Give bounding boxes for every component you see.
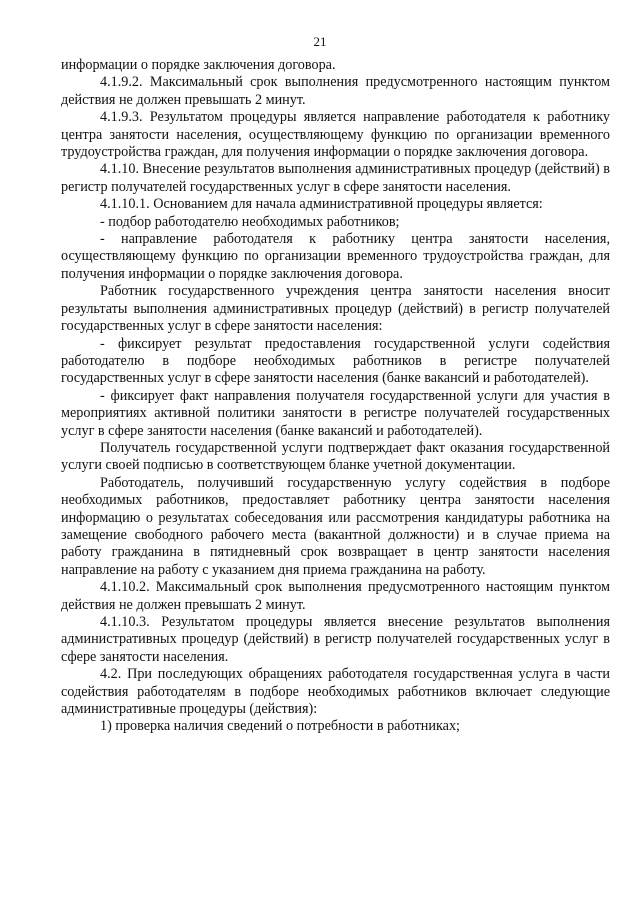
paragraph: 4.1.10. Внесение результатов выполнения административных процедур (действий) в регистр получателей государственных услуг в сфере занятости населения. [61, 161, 610, 195]
page-number: 21 [313, 34, 327, 49]
paragraph: - направление работодателя к работнику центра занятости населения, осуществляющему функцию по организации временного трудоустройства граждан, для получения информации о порядке заключения договора. [61, 231, 610, 282]
paragraph: информации о порядке заключения договора. [61, 57, 336, 73]
paragraph: 1) проверка наличия сведений о потребности в работниках; [100, 718, 460, 735]
paragraph: 4.1.9.3. Результатом процедуры является направление работодателя к работнику центра занятости населения, осуществляющему функцию по организации временного трудоустройства граждан, для получения информации о порядке заключения договора. [61, 109, 610, 161]
paragraph: - фиксирует результат предоставления государственной услуги содействия работодателю в подборе необходимых работников в регистре получателей государственных услуг в сфере занятости населения (банке вакансий и работодателей). [61, 335, 610, 387]
paragraph: Работник государственного учреждения центра занятости населения вносит результаты выполнения административных процедур (действий) в регистр получателей государственных услуг в сфере занятости населения: [61, 283, 610, 335]
paragraph: Получатель государственной услуги подтверждает факт оказания государственной услуги своей подписью в соответствующем бланке учетной документации. [61, 439, 610, 474]
paragraph: - фиксирует факт направления получателя государственной услуги для участия в мероприятиях активной политики занятости в регистре получателей государственных услуг в сфере занятости населения (банке вакансий и работодателей). [61, 387, 610, 439]
paragraph: Работодатель, получивший государственную услугу содействия в подборе необходимых работников, предоставляет работнику центра занятости населения информацию о результатах собеседования или рассмотрения кандидатуры работника на замещение свободного рабочего места (вакантной должности) и в случае приема на работу гражданина в пятидневный срок возвращает в центр занятости населения направление на работу с указанием дня приема гражданина на работу. [61, 474, 610, 578]
document-body [61, 57, 610, 736]
paragraph: - подбор работодателю необходимых работников; [100, 213, 400, 230]
paragraph: 4.1.10.1. Основанием для начала административной процедуры является: [100, 196, 543, 213]
paragraph: 4.2. При последующих обращениях работодателя государственная услуга в части содействия работодателям в подборе необходимых работников включает следующие административные процедуры (действия): [61, 666, 610, 718]
paragraph: 4.1.10.2. Максимальный срок выполнения предусмотренного настоящим пунктом действия не должен превышать 2 минут. [61, 579, 610, 613]
paragraph: 4.1.10.3. Результатом процедуры является внесение результатов выполнения административных процедур (действий) в регистр получателей государственных услуг в сфере занятости населения. [61, 614, 610, 665]
paragraph: 4.1.9.2. Максимальный срок выполнения предусмотренного настоящим пунктом действия не должен превышать 2 минут. [61, 74, 610, 108]
